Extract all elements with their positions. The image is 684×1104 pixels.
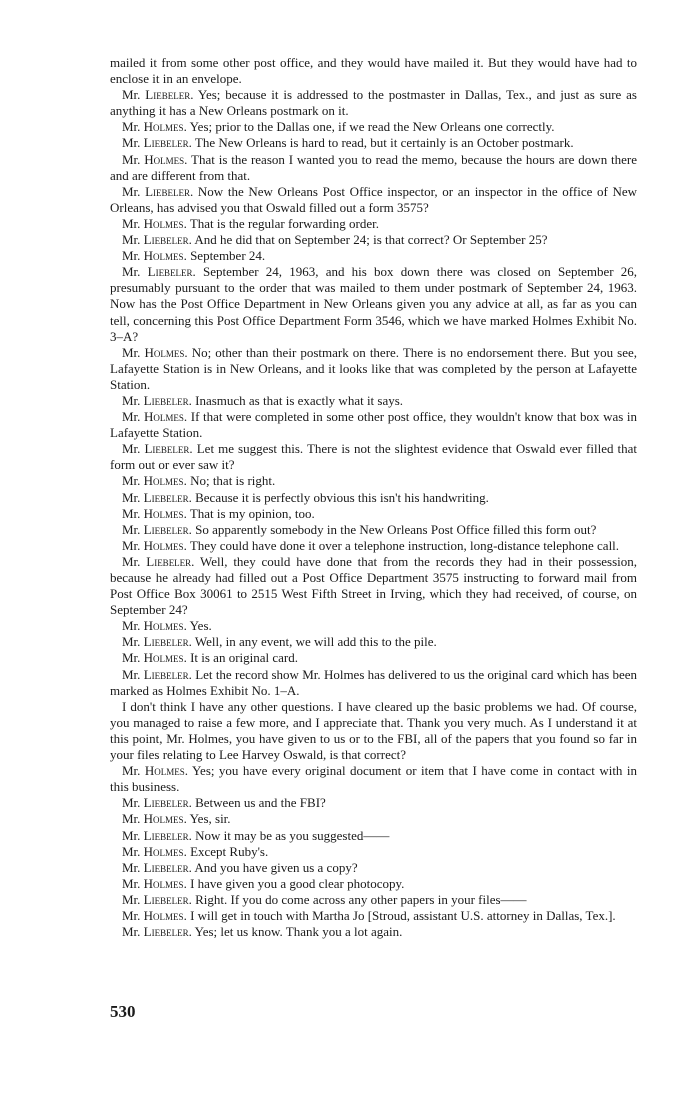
speaker-name: Liebeler. — [145, 87, 194, 103]
speaker-title: Mr. — [122, 135, 141, 151]
testimony-paragraph — [110, 522, 637, 538]
paragraph-text: Yes; prior to the Dallas one, if we read the New Orleans one correctly. — [189, 119, 555, 135]
speaker-name: Liebeler. — [143, 489, 192, 505]
speaker-name: Holmes. — [144, 151, 188, 167]
speaker-name: Holmes. — [143, 650, 187, 666]
speaker-name: Holmes. — [143, 215, 187, 231]
paragraph-text: That is my opinion, too. — [189, 505, 315, 521]
speaker-title: Mr. — [122, 505, 141, 521]
speaker-name: Liebeler. — [143, 827, 192, 843]
testimony-paragraph — [110, 795, 637, 811]
paragraph-text: No; that is right. — [190, 473, 276, 489]
testimony-paragraph — [110, 473, 637, 489]
paragraph-text: And you have given us a copy? — [194, 859, 358, 875]
speaker-title: Mr. — [122, 473, 141, 489]
speaker-name: Liebeler. — [143, 521, 192, 537]
paragraph-text: Let me suggest this. There is not the slightest evidence that Oswald ever filled that form out or ever saw it? — [110, 441, 638, 473]
speaker-title: Mr. — [122, 891, 141, 907]
testimony-paragraph — [110, 232, 637, 248]
testimony-paragraph — [110, 409, 637, 441]
testimony-paragraph — [110, 119, 637, 135]
speaker-title: Mr. — [122, 553, 141, 569]
testimony-paragraph — [110, 216, 637, 232]
speaker-title: Mr. — [122, 248, 141, 264]
paragraph-text: If that were completed in some other post office, they wouldn't know that box was in Lafayette Station. — [110, 409, 637, 441]
speaker-title: Mr. — [122, 264, 141, 280]
speaker-name: Holmes. — [143, 119, 187, 135]
speaker-title: Mr. — [122, 489, 141, 505]
speaker-name: Liebeler. — [143, 924, 192, 940]
speaker-title: Mr. — [122, 650, 141, 666]
speaker-title: Mr. — [122, 827, 141, 843]
speaker-name: Holmes. — [144, 763, 188, 779]
paragraph-text: They could have done it over a telephone instruction, long-distance telephone call. — [189, 537, 620, 553]
paragraph-text: Yes; let us know. Thank you a lot again. — [194, 924, 403, 940]
speaker-title: Mr. — [122, 811, 141, 827]
speaker-name: Liebeler. — [143, 392, 192, 408]
paragraph-text: No; other than their postmark on there. There is no endorsement there. But you see, Lafayette Station is in New Orleans, and it looks like that was completed by the person at Lafayette Station. — [110, 344, 638, 392]
continuation-paragraph — [110, 699, 637, 763]
transcript-body — [110, 55, 637, 940]
speaker-name: Holmes. — [144, 344, 188, 360]
testimony-paragraph — [110, 844, 637, 860]
testimony-paragraph — [110, 135, 637, 151]
speaker-title: Mr. — [122, 151, 141, 167]
testimony-paragraph — [110, 345, 637, 393]
speaker-title: Mr. — [122, 344, 141, 360]
speaker-name: Holmes. — [143, 907, 187, 923]
testimony-paragraph — [110, 393, 637, 409]
testimony-paragraph — [110, 264, 637, 344]
speaker-title: Mr. — [122, 521, 141, 537]
speaker-name: Holmes. — [143, 811, 187, 827]
testimony-paragraph — [110, 763, 637, 795]
speaker-title: Mr. — [122, 843, 141, 859]
speaker-title: Mr. — [122, 183, 141, 199]
paragraph-text: Yes. — [189, 618, 212, 634]
paragraph-text: Now it may be as you suggested—— — [195, 827, 390, 843]
speaker-name: Holmes. — [143, 537, 187, 553]
speaker-title: Mr. — [122, 907, 141, 923]
testimony-paragraph — [110, 506, 637, 522]
continuation-paragraph — [110, 55, 637, 87]
testimony-paragraph — [110, 441, 637, 473]
paragraph-text: Right. If you do come across any other papers in your files—— — [195, 891, 527, 907]
speaker-name: Holmes. — [143, 248, 187, 264]
speaker-title: Mr. — [122, 409, 141, 425]
speaker-name: Holmes. — [143, 843, 187, 859]
speaker-name: Liebeler. — [143, 859, 192, 875]
testimony-paragraph — [110, 152, 637, 184]
paragraph-text: That is the regular forwarding order. — [189, 215, 379, 231]
paragraph-text: September 24. — [190, 248, 266, 264]
speaker-name: Holmes. — [143, 875, 187, 891]
paragraph-text: Well, in any event, we will add this to the pile. — [194, 634, 437, 650]
testimony-paragraph — [110, 860, 637, 876]
testimony-paragraph — [110, 811, 637, 827]
speaker-title: Mr. — [122, 666, 141, 682]
paragraph-text: Except Ruby's. — [190, 843, 269, 859]
paragraph-text: September 24, 1963, and his box down there was closed on September 26, presumably pursuant to the order that was mailed to them under postmark of September 24, 1963. Now has the Post Office Department in New Orleans given you any advice at all, as far as you can tell, concerning this Post Office Department Form 3546, which we have marked Holmes Exhibit No. 3–A? — [110, 264, 638, 344]
speaker-name: Holmes. — [143, 618, 187, 634]
testimony-paragraph — [110, 650, 637, 666]
speaker-name: Liebeler. — [143, 666, 192, 682]
speaker-name: Liebeler. — [146, 553, 195, 569]
paragraph-text: The New Orleans is hard to read, but it certainly is an October postmark. — [194, 135, 574, 151]
speaker-title: Mr. — [122, 795, 141, 811]
speaker-title: Mr. — [122, 763, 141, 779]
paragraph-text: Because it is perfectly obvious this isn't his handwriting. — [195, 489, 489, 505]
testimony-paragraph — [110, 618, 637, 634]
speaker-title: Mr. — [122, 87, 141, 103]
speaker-name: Liebeler. — [143, 135, 192, 151]
testimony-paragraph — [110, 892, 637, 908]
testimony-paragraph — [110, 828, 637, 844]
speaker-name: Holmes. — [143, 473, 187, 489]
speaker-name: Liebeler. — [143, 795, 192, 811]
paragraph-text: Let the record show Mr. Holmes has delivered to us the original card which has been marked as Holmes Exhibit No. 1–A. — [110, 666, 638, 698]
speaker-title: Mr. — [122, 441, 141, 457]
speaker-name: Liebeler. — [143, 891, 192, 907]
page-number: 530 — [110, 1002, 136, 1021]
speaker-name: Liebeler. — [145, 183, 194, 199]
testimony-paragraph — [110, 924, 637, 940]
testimony-paragraph — [110, 184, 637, 216]
paragraph-text: Inasmuch as that is exactly what it says. — [195, 392, 404, 408]
testimony-paragraph — [110, 538, 637, 554]
testimony-paragraph — [110, 490, 637, 506]
paragraph-text: Between us and the FBI? — [195, 795, 326, 811]
paragraph-text: I don't think I have any other questions. I have cleared up the basic problems we had. Of course, you managed to raise a few more, and I appreciate that. Thank you very much. As I understand it at this point, Mr. Holmes, you have given to us or to the FBI, all of the papers that you found so far in your files relating to Lee Harvey Oswald, is that correct? — [110, 698, 637, 763]
paragraph-text: mailed it from some other post office, and they would have mailed it. But they would have had to enclose it in an envelope. — [110, 55, 637, 87]
speaker-name: Holmes. — [143, 505, 187, 521]
testimony-paragraph — [110, 908, 637, 924]
speaker-title: Mr. — [122, 859, 141, 875]
paragraph-text: Yes; because it is addressed to the postmaster in Dallas, Tex., and just as sure as anything it has a New Orleans postmark on it. — [110, 87, 637, 119]
paragraph-text: Well, they could have done that from the records they had in their possession, because he already had filled out a Post Office Department 3575 instructing to forward mail from Post Office Box 30061 to 2515 West Fifth Street in Irving, which they had received, of course, on September 24? — [110, 553, 638, 618]
speaker-title: Mr. — [122, 875, 141, 891]
speaker-title: Mr. — [122, 618, 141, 634]
testimony-paragraph — [110, 248, 637, 264]
speaker-name: Liebeler. — [143, 634, 192, 650]
speaker-title: Mr. — [122, 119, 141, 135]
speaker-title: Mr. — [122, 634, 141, 650]
paragraph-text: So apparently somebody in the New Orleans Post Office filled this form out? — [195, 521, 597, 537]
paragraph-text: I will get in touch with Martha Jo [Stroud, assistant U.S. attorney in Dallas, Tex.]. — [190, 907, 616, 923]
paragraph-text: Yes; you have every original document or item that I have come in contact with in this business. — [110, 763, 637, 795]
testimony-paragraph — [110, 667, 637, 699]
speaker-name: Liebeler. — [143, 232, 192, 248]
paragraph-text: Yes, sir. — [189, 811, 231, 827]
testimony-paragraph — [110, 87, 637, 119]
speaker-name: Holmes. — [144, 409, 188, 425]
speaker-title: Mr. — [122, 232, 141, 248]
speaker-name: Liebeler. — [147, 264, 196, 280]
testimony-paragraph — [110, 634, 637, 650]
paragraph-text: That is the reason I wanted you to read the memo, because the hours are down there and are different from that. — [110, 151, 638, 183]
paragraph-text: And he did that on September 24; is that correct? Or September 25? — [194, 232, 548, 248]
speaker-title: Mr. — [122, 392, 141, 408]
testimony-paragraph — [110, 876, 637, 892]
speaker-title: Mr. — [122, 537, 141, 553]
paragraph-text: It is an original card. — [190, 650, 298, 666]
paragraph-text: I have given you a good clear photocopy. — [190, 875, 405, 891]
paragraph-text: Now the New Orleans Post Office inspector, or an inspector in the office of New Orleans, has advised you that Oswald filled out a form 3575? — [110, 183, 638, 215]
speaker-title: Mr. — [122, 924, 141, 940]
testimony-paragraph — [110, 554, 637, 618]
speaker-title: Mr. — [122, 215, 141, 231]
speaker-name: Liebeler. — [144, 441, 193, 457]
